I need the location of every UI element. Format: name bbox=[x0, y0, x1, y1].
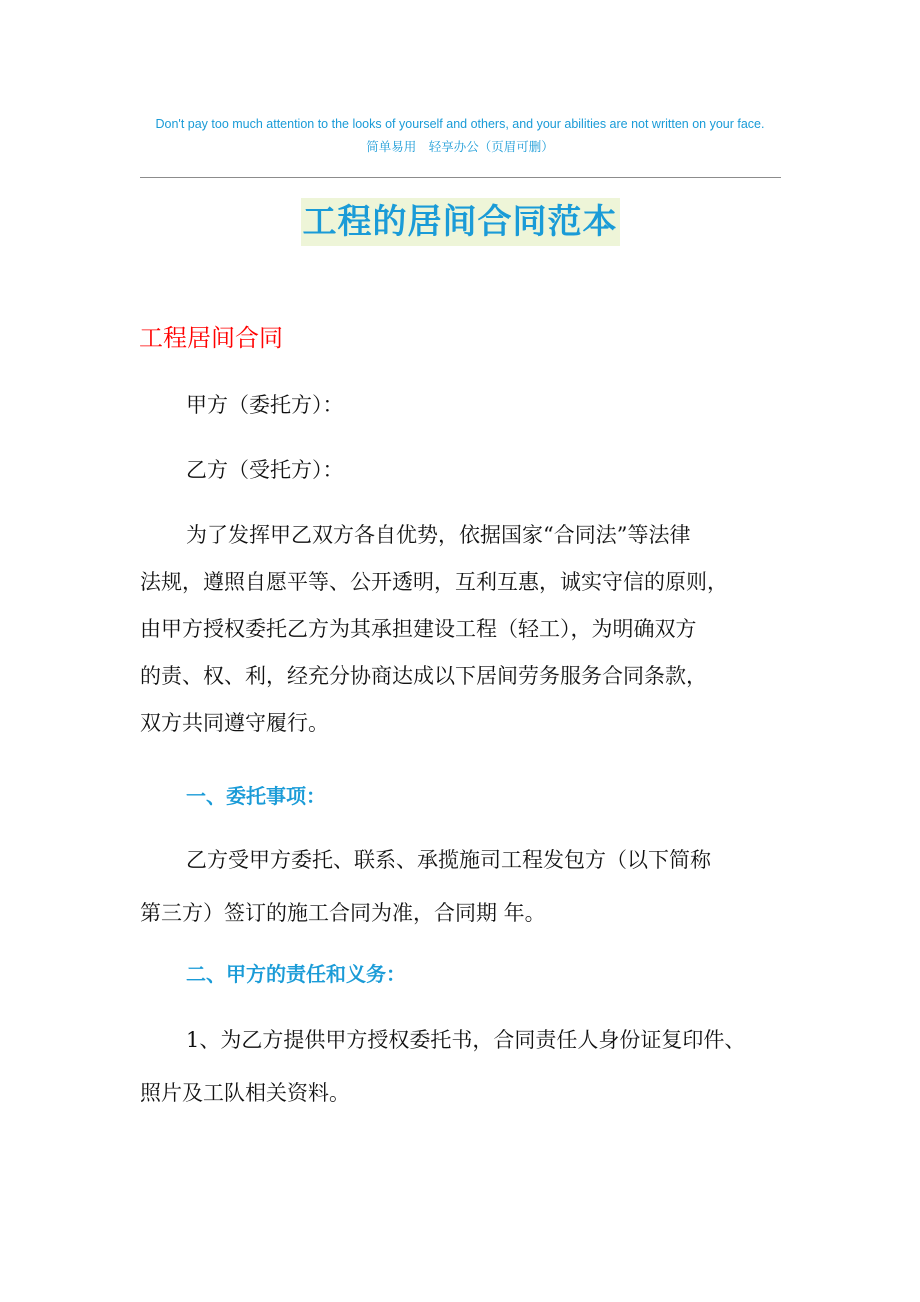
paragraph-line: 乙方受甲方委托、联系、承揽施司工程发包方（以下简称 bbox=[186, 848, 711, 872]
title-container bbox=[0, 198, 920, 246]
party-b-label: 乙方（受托方）： bbox=[186, 458, 344, 482]
header-quote: Don't pay too much attention to the looks of yourself and others, and your abilities are not written on your face. bbox=[155, 117, 765, 131]
paragraph-line: 第三方）签订的施工合同为准，合同期 年。 bbox=[140, 901, 546, 925]
section-title: 工程居间合同 bbox=[139, 324, 283, 352]
header-divider bbox=[140, 177, 781, 178]
party-a-line bbox=[140, 383, 800, 428]
section1-heading: 一、委托事项： bbox=[186, 784, 326, 808]
party-a-label: 甲方（委托方）： bbox=[186, 393, 344, 417]
paragraph-line: 由甲方授权委托乙方为其承担建设工程（轻工），为明确双方 bbox=[140, 617, 697, 641]
section2-heading: 二、甲方的责任和义务： bbox=[186, 962, 406, 986]
paragraph-line: 为了发挥甲乙双方各自优势，依据国家“合同法”等法律 bbox=[186, 523, 691, 547]
party-b-line bbox=[140, 448, 800, 493]
paragraph-line: 法规，遵照自愿平等、公开透明，互利互惠，诚实守信的原则， bbox=[140, 570, 728, 594]
paragraph-line: 照片及工队相关资料。 bbox=[140, 1081, 350, 1105]
document-title: 工程的居间合同范本 bbox=[301, 198, 620, 246]
paragraph-line: 的责、权、利，经充分协商达成以下居间劳务服务合同条款， bbox=[140, 664, 707, 688]
page-header bbox=[140, 114, 780, 158]
section2-paragraph bbox=[140, 1018, 800, 1116]
paragraph-line: 双方共同遵守履行。 bbox=[140, 711, 329, 735]
paragraph-line: 1、为乙方提供甲方授权委托书，合同责任人身份证复印件、 bbox=[186, 1028, 746, 1052]
intro-paragraph bbox=[140, 513, 800, 746]
header-tagline: 简单易用 轻享办公（页眉可删） bbox=[366, 139, 554, 154]
section1-paragraph bbox=[140, 838, 800, 936]
